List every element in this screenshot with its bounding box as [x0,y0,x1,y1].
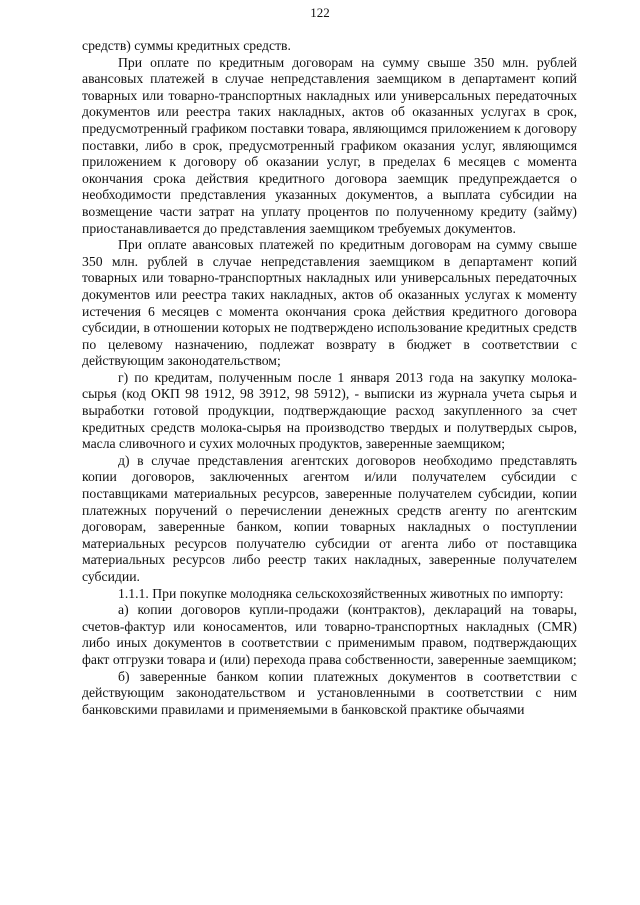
paragraph-item-g-milk-purchase: г) по кредитам, полученным после 1 января 2013 года на закупку молока-сырья (код ОКП 98 1912, 98 3912, 98 5912), - выписки из журнала учета сырья и выработки готовой продукции, подтверждающие расход закупленного за счет кредитных средств молока-сырья на производство твердых и полутвердых сыров, масла сливочного и сухих молочных продуктов, заверенные заемщиком; [82,369,577,452]
paragraph-item-a-contracts: а) копии договоров купли-продажи (контрактов), деклараций на товары, счетов-фактур или коносаментов, или товарно-транспортных накладных (CMR) либо иных документов в соответствии с применимым правом, подтверждающих факт отгрузки товара и (или) перехода права собственности, заверенные заемщиком; [82,602,577,667]
paragraph-item-d-agency-agreements: д) в случае представления агентских договоров необходимо представлять копии договоров, заключенных агентом и/или получателем субсидии с поставщиками материальных ресурсов, заверенные получателем субсидии, копии платежных поручений о перечислении денежных средств агенту по агентским договорам, заверенные банком, копии товарных накладных о поступлении материальных ресурсов получателю субсидии от агента либо от поставщика материальных ресурсов либо реестр таких накладных, заверенные получателем субсидии. [82,452,577,584]
paragraph-subsidy-refund: При оплате авансовых платежей по кредитным договорам на сумму свыше 350 млн. рублей в случае непредставления заемщиком в департамент копий товарных или товарно-транспортных накладных или универсальных передаточных документов или реестра таких накладных, актов об оказанных услугах к моменту истечения 6 месяцев с момента окончания срока действия кредитного договора субсидии, в отношении которых не подтверждено использование кредитных средств по целевому назначению, подлежат возврату в бюджет в соответствии с действующим законодательством; [82,237,577,369]
paragraph-section-1-1-1: 1.1.1. При покупке молодняка сельскохозяйственных животных по импорту: [118,585,564,601]
page-body [82,38,577,718]
paragraph-continuation: средств) суммы кредитных средств. [82,38,291,53]
paragraph-advance-payments-over-350m: При оплате по кредитным договорам на сумму свыше 350 млн. рублей авансовых платежей в случае непредставления заемщиком в департамент копий товарных или товарно-транспортных накладных или универсальных передаточных документов или реестра таких накладных, актов об оказанных услугах в срок, предусмотренный графиком поставки товара, являющимся приложением к договору поставки, либо в срок, предусмотренный графиком оказания услуг, являющимся приложением к договору об оказании услуг, в пределах 6 месяцев с момента окончания срока действия кредитного договора заемщик предупреждается о необходимости представления указанных документов, а выплата субсидии на возмещение части затрат на уплату процентов по полученному кредиту (займу) приостанавливается до представления заемщиком требуемых документов. [82,54,577,236]
page-number: 122 [310,5,330,20]
paragraph-item-b-bank-documents: б) заверенные банком копии платежных документов в соответствии с действующим законодательством и установленными в соответствии с ним банковскими правилами и применяемыми в банковской практике обычаями [82,668,577,717]
